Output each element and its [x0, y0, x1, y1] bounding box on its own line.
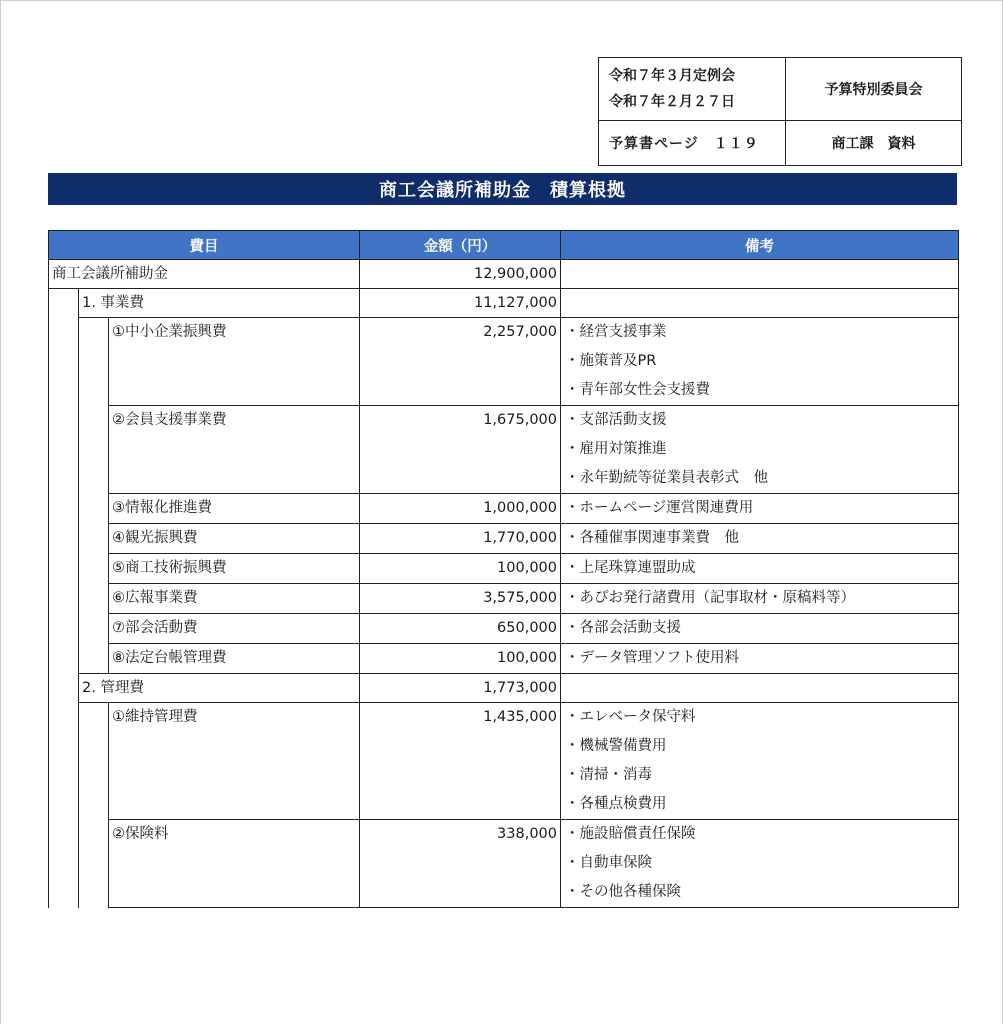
item-label: ⑥広報事業費: [109, 584, 360, 614]
item-label: ⑦部会活動費: [109, 614, 360, 644]
section-amount: 11,127,000: [360, 289, 561, 318]
item-row: [49, 318, 959, 406]
note-line: ・支部活動支援: [565, 412, 667, 428]
item-row: [49, 494, 959, 524]
item-amount: 2,257,000: [360, 318, 561, 406]
note-line: ・各部会活動支援: [565, 620, 681, 636]
document-title: 商工会議所補助金 積算根拠: [48, 173, 957, 205]
item-row: [49, 703, 959, 820]
item-notes: [561, 644, 959, 674]
item-row: [49, 524, 959, 554]
note-line: ・自動車保険: [565, 855, 652, 871]
item-indent: [79, 703, 109, 908]
total-row: [49, 260, 959, 289]
item-label: ①中小企業振興費: [109, 318, 360, 406]
committee-name: 予算特別委員会: [786, 58, 962, 121]
item-amount: 1,435,000: [360, 703, 561, 820]
item-label: ①維持管理費: [109, 703, 360, 820]
item-notes: [561, 406, 959, 494]
item-row: [49, 584, 959, 614]
section-row: [49, 674, 959, 703]
budget-table: [48, 230, 959, 908]
item-indent: [79, 318, 109, 674]
note-line: ・施策普及PR: [565, 353, 657, 369]
note-line: ・エレベータ保守料: [565, 709, 696, 725]
section-amount: 1,773,000: [360, 674, 561, 703]
item-label: ⑧法定台帳管理費: [109, 644, 360, 674]
section-indent: [49, 674, 79, 908]
table-header-row: [49, 231, 959, 260]
item-amount: 650,000: [360, 614, 561, 644]
note-line: ・清掃・消毒: [565, 767, 652, 783]
note-line: ・青年部女性会支援費: [565, 382, 710, 398]
item-notes: [561, 494, 959, 524]
item-notes: [561, 614, 959, 644]
item-amount: 1,675,000: [360, 406, 561, 494]
table-body: [49, 260, 959, 908]
note-line: ・雇用対策推進: [565, 441, 667, 457]
department-label: 商工課 資料: [786, 121, 962, 166]
item-row: [49, 614, 959, 644]
note-line: ・各種催事関連事業費 他: [565, 530, 739, 546]
section-label: 2. 管理費: [79, 674, 360, 703]
note-line: ・各種点検費用: [565, 796, 667, 812]
budget-page-ref: 予算書ページ １１９: [599, 121, 786, 166]
note-line: ・ホームページ運営関連費用: [565, 500, 754, 516]
item-notes: [561, 703, 959, 820]
note-line: ・永年勤続等従業員表彰式 他: [565, 470, 768, 486]
meeting-info-box: [598, 57, 962, 166]
item-notes: [561, 524, 959, 554]
meeting-session: 令和７年３月定例会: [609, 68, 735, 84]
item-amount: 100,000: [360, 644, 561, 674]
item-amount: 338,000: [360, 820, 561, 908]
header-item: 費目: [49, 231, 360, 260]
section-row: [49, 289, 959, 318]
total-note: [561, 260, 959, 289]
item-row: [49, 554, 959, 584]
note-line: ・経営支援事業: [565, 324, 667, 340]
section-indent: [49, 289, 79, 674]
item-label: ④観光振興費: [109, 524, 360, 554]
item-notes: [561, 584, 959, 614]
item-notes: [561, 820, 959, 908]
item-label: ②会員支援事業費: [109, 406, 360, 494]
item-notes: [561, 318, 959, 406]
total-label: 商工会議所補助金: [49, 260, 360, 289]
meeting-date: 令和７年２月２７日: [609, 94, 735, 110]
note-line: ・あぴお発行諸費用（記事取材・原稿料等）: [565, 590, 855, 606]
item-amount: 3,575,000: [360, 584, 561, 614]
item-amount: 1,770,000: [360, 524, 561, 554]
header-amount: 金額（円）: [360, 231, 561, 260]
item-label: ②保険料: [109, 820, 360, 908]
note-line: ・機械警備費用: [565, 738, 667, 754]
item-label: ③情報化推進費: [109, 494, 360, 524]
item-amount: 100,000: [360, 554, 561, 584]
item-row: [49, 644, 959, 674]
note-line: ・施設賠償責任保険: [565, 826, 696, 842]
note-line: ・データ管理ソフト使用料: [565, 650, 739, 666]
item-label: ⑤商工技術振興費: [109, 554, 360, 584]
total-amount: 12,900,000: [360, 260, 561, 289]
note-line: ・その他各種保険: [565, 884, 681, 900]
section-note: [561, 674, 959, 703]
section-note: [561, 289, 959, 318]
item-notes: [561, 554, 959, 584]
item-row: [49, 820, 959, 908]
item-row: [49, 406, 959, 494]
section-label: 1. 事業費: [79, 289, 360, 318]
item-amount: 1,000,000: [360, 494, 561, 524]
meeting-session-cell: [599, 58, 786, 121]
header-note: 備考: [561, 231, 959, 260]
note-line: ・上尾珠算連盟助成: [565, 560, 696, 576]
